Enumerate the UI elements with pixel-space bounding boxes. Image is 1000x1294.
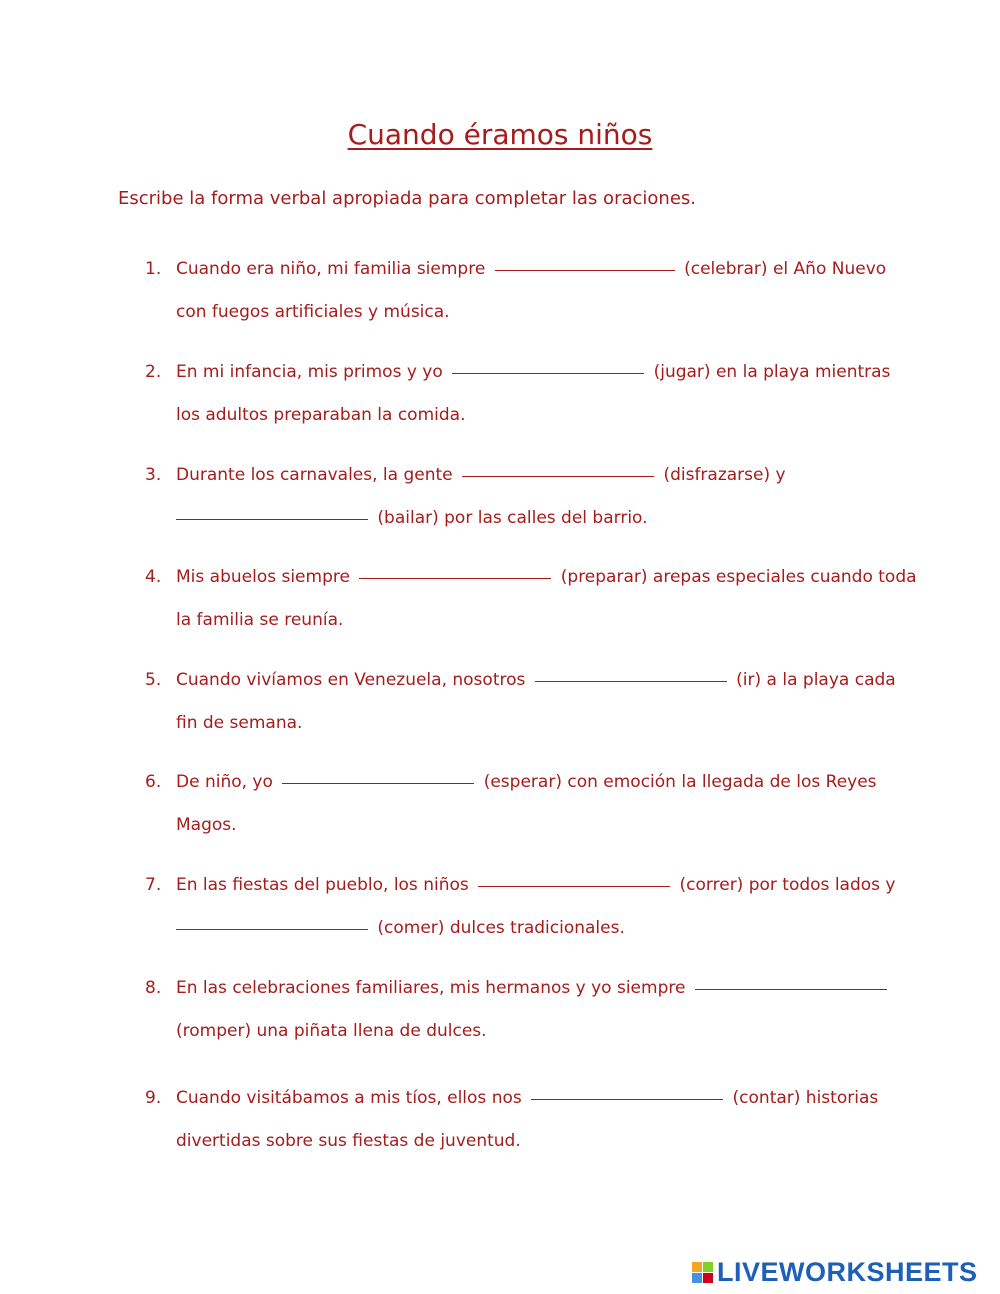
item-number: 8.: [145, 978, 162, 998]
item-number: 9.: [145, 1088, 162, 1108]
sentence-text: (jugar) en la playa mientras: [653, 362, 891, 382]
sentence-text: fin de semana.: [176, 713, 303, 733]
item-number: 3.: [145, 465, 162, 485]
sentence-text: Durante los carnavales, la gente: [176, 465, 453, 485]
sentence-text: Magos.: [176, 815, 237, 835]
sentence-text: Cuando era niño, mi familia siempre: [176, 259, 486, 279]
answer-blank[interactable]: [535, 680, 727, 682]
answer-blank[interactable]: [495, 269, 675, 271]
answer-blank[interactable]: [531, 1098, 723, 1100]
sentence-text: los adultos preparaban la comida.: [176, 405, 466, 425]
logo-square: [703, 1262, 713, 1272]
answer-blank[interactable]: [176, 928, 368, 930]
answer-blank[interactable]: [478, 885, 670, 887]
sentence-text: (correr) por todos lados y: [679, 875, 896, 895]
sentence-text: (romper) una piñata llena de dulces.: [176, 1021, 487, 1041]
answer-blank[interactable]: [695, 988, 887, 990]
sentence-text: Cuando visitábamos a mis tíos, ellos nos: [176, 1088, 522, 1108]
liveworksheets-logo-icon: [692, 1262, 713, 1283]
sentence-text: (contar) historias: [732, 1088, 879, 1108]
item-number: 7.: [145, 875, 162, 895]
worksheet-title: Cuando éramos niños: [347, 118, 653, 151]
liveworksheets-logo[interactable]: [692, 1257, 978, 1288]
item-number: 1.: [145, 259, 162, 279]
sentence-text: (ir) a la playa cada: [736, 670, 896, 690]
sentence-text: En las celebraciones familiares, mis hermanos y yo siempre: [176, 978, 686, 998]
sentence-text: En las fiestas del pueblo, los niños: [176, 875, 469, 895]
sentence-text: (esperar) con emoción la llegada de los Reyes: [483, 772, 877, 792]
sentence-text: con fuegos artificiales y música.: [176, 302, 450, 322]
sentence-text: (celebrar) el Año Nuevo: [684, 259, 887, 279]
sentence-text: (bailar) por las calles del barrio.: [377, 508, 648, 528]
answer-blank[interactable]: [462, 475, 654, 477]
sentence-text: En mi infancia, mis primos y yo: [176, 362, 443, 382]
logo-text: LIVEWORKSHEETS: [717, 1257, 978, 1287]
sentence-text: (disfrazarse) y: [663, 465, 786, 485]
logo-square: [703, 1273, 713, 1283]
answer-blank[interactable]: [452, 372, 644, 374]
logo-square: [692, 1262, 702, 1272]
sentence-text: (preparar) arepas especiales cuando toda: [560, 567, 917, 587]
answer-blank[interactable]: [176, 518, 368, 520]
instructions: Escribe la forma verbal apropiada para completar las oraciones.: [118, 188, 696, 209]
answer-blank[interactable]: [282, 782, 474, 784]
item-number: 2.: [145, 362, 162, 382]
sentence-text: (comer) dulces tradicionales.: [377, 918, 625, 938]
item-number: 6.: [145, 772, 162, 792]
answer-blank[interactable]: [359, 577, 551, 579]
sentence-text: Cuando vivíamos en Venezuela, nosotros: [176, 670, 526, 690]
logo-square: [692, 1273, 702, 1283]
item-number: 4.: [145, 567, 162, 587]
sentence-text: divertidas sobre sus fiestas de juventud.: [176, 1131, 521, 1151]
sentence-text: Mis abuelos siempre: [176, 567, 350, 587]
sentence-text: De niño, yo: [176, 772, 273, 792]
sentence-text: la familia se reunía.: [176, 610, 344, 630]
item-number: 5.: [145, 670, 162, 690]
